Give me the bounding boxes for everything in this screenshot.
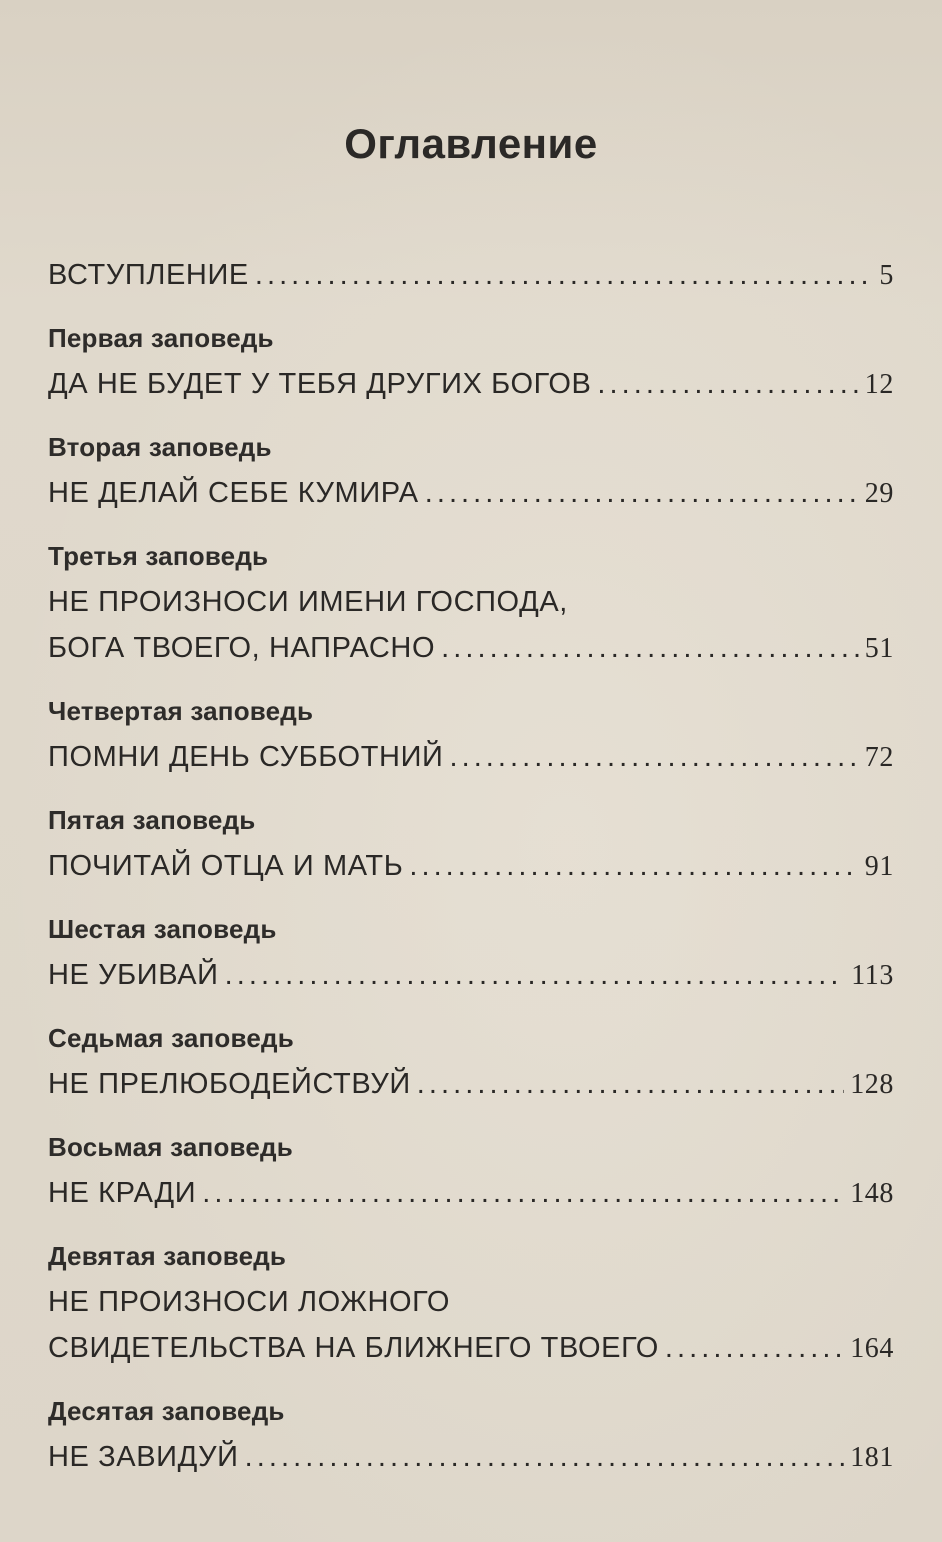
dot-leader (425, 470, 859, 516)
dot-leader (665, 1325, 844, 1371)
toc-line (48, 1279, 894, 1325)
toc-page-number: 5 (879, 260, 894, 291)
toc-entry-tenth (48, 1394, 894, 1481)
toc-entry-title: НЕ ПРОИЗНОСИ ЛОЖНОГО (48, 1286, 451, 1318)
toc-page-number: 181 (850, 1442, 894, 1473)
toc-entry-third (48, 539, 894, 672)
table-of-contents (48, 252, 894, 1481)
toc-line (48, 843, 894, 890)
toc-page-number: 148 (850, 1178, 894, 1209)
toc-page-number: 12 (864, 369, 894, 400)
toc-line (48, 625, 894, 672)
toc-entry-eighth (48, 1130, 894, 1217)
toc-entry-fourth (48, 694, 894, 781)
dot-leader (409, 843, 858, 889)
toc-page-number: 164 (850, 1333, 894, 1364)
toc-entry-title: БОГА ТВОЕГО, НАПРАСНО (48, 632, 436, 664)
commandment-label: Пятая заповедь (48, 805, 256, 835)
toc-entry-title: НЕ УБИВАЙ (48, 959, 219, 991)
dot-leader (441, 625, 859, 671)
toc-entry-intro (48, 252, 894, 299)
page-title: Оглавление (344, 120, 598, 167)
toc-entry-title: ПОЧИТАЙ ОТЦА И МАТЬ (48, 850, 404, 882)
toc-line (48, 361, 894, 408)
commandment-label: Восьмая заповедь (48, 1132, 293, 1162)
toc-entry-fifth (48, 803, 894, 890)
commandment-label: Вторая заповедь (48, 432, 272, 462)
toc-entry-title: ПОМНИ ДЕНЬ СУББОТНИЙ (48, 741, 444, 773)
commandment-label: Первая заповедь (48, 323, 274, 353)
toc-entry-title: НЕ ДЕЛАЙ СЕБЕ КУМИРА (48, 477, 419, 509)
dot-leader (255, 252, 874, 298)
toc-line (48, 1061, 894, 1108)
toc-entry-title: НЕ ЗАВИДУЙ (48, 1441, 239, 1473)
dot-leader (225, 952, 846, 998)
commandment-label: Седьмая заповедь (48, 1023, 294, 1053)
toc-line (48, 470, 894, 517)
toc-page-number: 113 (851, 960, 894, 991)
toc-line (48, 952, 894, 999)
toc-entry-title: НЕ ПРОИЗНОСИ ИМЕНИ ГОСПОДА, (48, 586, 568, 618)
toc-line (48, 734, 894, 781)
dot-leader (202, 1170, 844, 1216)
toc-entry-seventh (48, 1021, 894, 1108)
toc-entry-title: НЕ КРАДИ (48, 1177, 197, 1209)
toc-line (48, 1434, 894, 1481)
toc-entry-title: ДА НЕ БУДЕТ У ТЕБЯ ДРУГИХ БОГОВ (48, 368, 592, 400)
commandment-label: Четвертая заповедь (48, 696, 314, 726)
toc-entry-second (48, 430, 894, 517)
toc-page-number: 91 (864, 851, 894, 882)
toc-page-number: 128 (850, 1069, 894, 1100)
toc-line (48, 1170, 894, 1217)
toc-entry-sixth (48, 912, 894, 999)
commandment-label: Девятая заповедь (48, 1241, 287, 1271)
toc-line (48, 579, 894, 625)
toc-line (48, 1325, 894, 1372)
commandment-label: Шестая заповедь (48, 914, 277, 944)
toc-page-number: 51 (864, 633, 894, 664)
commandment-label: Третья заповедь (48, 541, 269, 571)
dot-leader (449, 734, 858, 780)
dot-leader (245, 1434, 845, 1480)
toc-entry-first (48, 321, 894, 408)
toc-page-number: 72 (864, 742, 894, 773)
dot-leader (417, 1061, 844, 1107)
toc-entry-title: ВСТУПЛЕНИЕ (48, 259, 249, 291)
toc-entry-title: СВИДЕТЕЛЬСТВА НА БЛИЖНЕГО ТВОЕГО (48, 1332, 659, 1364)
dot-leader (597, 361, 858, 407)
toc-page-number: 29 (864, 478, 894, 509)
toc-entry-title: НЕ ПРЕЛЮБОДЕЙСТВУЙ (48, 1068, 411, 1100)
toc-line (48, 252, 894, 299)
commandment-label: Десятая заповедь (48, 1396, 285, 1426)
toc-entry-ninth (48, 1239, 894, 1372)
